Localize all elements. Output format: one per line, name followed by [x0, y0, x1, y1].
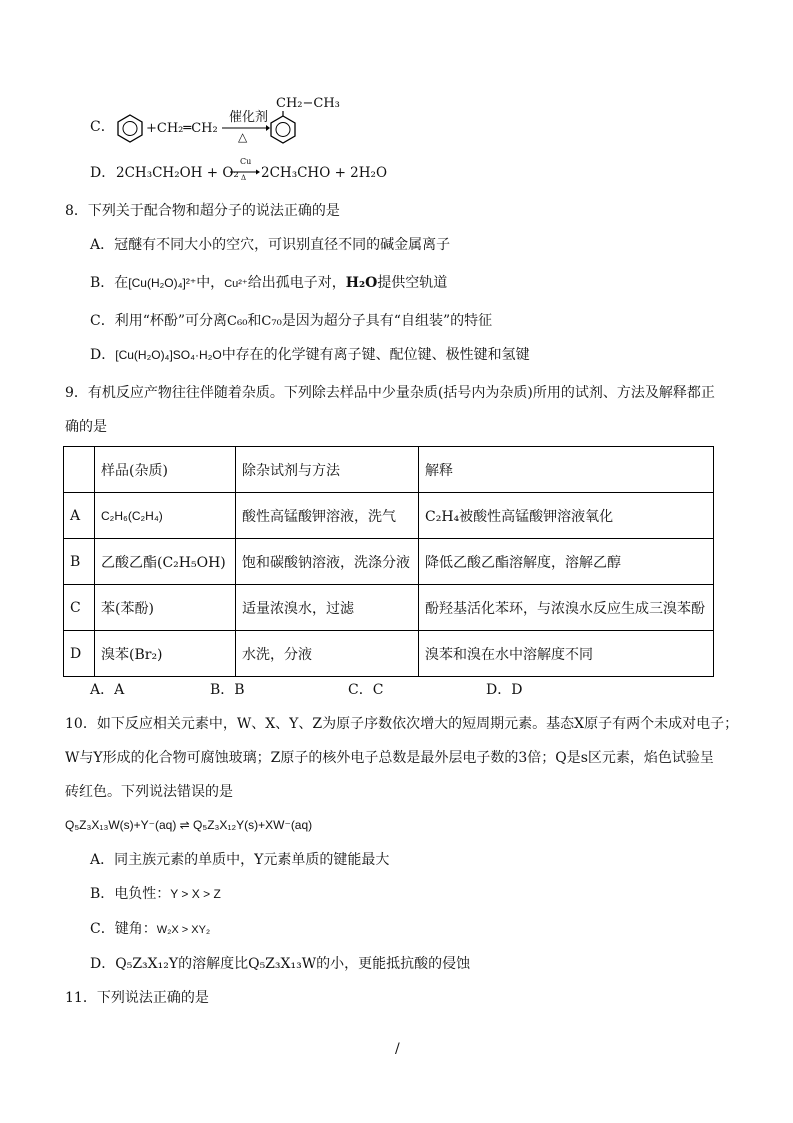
q10-c-expr: W₂X > XY₂	[156, 924, 211, 936]
q10-option-b	[90, 885, 221, 903]
q8-c-c70: C₇₀	[261, 314, 282, 329]
table-cell: 酚羟基活化苯环，与浓溴水反应生成三溴苯酚	[419, 585, 714, 631]
table-cell: C₂H₄被酸性高锰酸钾溶液氧化	[419, 493, 714, 539]
table-cell: B	[64, 539, 95, 585]
q8-d-pre: D．	[90, 347, 116, 363]
q9-table	[63, 446, 714, 677]
q7-option-c-label: C．	[90, 119, 115, 135]
table-row	[64, 539, 714, 585]
table-header-row	[64, 447, 714, 493]
table-cell: D	[64, 631, 95, 677]
q8-option-b	[90, 274, 447, 293]
table-cell: 苯(苯酚)	[95, 585, 236, 631]
q10-b-expr: Y > X > Z	[170, 887, 221, 901]
q8-option-d	[90, 346, 530, 364]
page-number: /	[395, 1041, 400, 1057]
q8-b-post: 提供空轨道	[377, 275, 448, 291]
q8-c-pre: C．利用“杯酚”可分离	[90, 313, 228, 329]
q9-choice-c: C．C	[348, 682, 384, 698]
table-cell: 乙酸乙酯(C₂H₅OH)	[95, 539, 236, 585]
q9-choice-d: D．D	[486, 682, 523, 698]
q9-choice-b: B．B	[210, 682, 245, 698]
table-row	[64, 493, 714, 539]
table-cell: 饱和碳酸钠溶液，洗涤分液	[236, 539, 419, 585]
table-row	[64, 631, 714, 677]
q8-b-water: H₂O	[345, 275, 378, 291]
q9-stem-line1: 9．有机反应产物往往伴随着杂质。下列除去样品中少量杂质(括号内为杂质)所用的试剂、方法及解释都正	[65, 385, 715, 401]
q9-choice-a: A．A	[90, 682, 125, 698]
benzene-ring-icon	[116, 113, 144, 143]
q8-d-post: 中存在的化学键有离子键、配位键、极性键和氢键	[221, 347, 530, 363]
q7-d-cond-top: Cu	[240, 157, 252, 166]
q8-b-ion: Cu²⁺	[224, 278, 248, 290]
q8-c-post: 是因为超分子具有“自组装”的特征	[281, 313, 493, 329]
q8-option-c	[90, 312, 492, 331]
q7-d-rhs: 2CH₃CHO + 2H₂O	[261, 165, 388, 181]
table-cell: C	[64, 585, 95, 631]
q8-b-mid: 中，	[196, 275, 225, 291]
q10-b-pre: B．电负性：	[90, 886, 171, 902]
q10-option-d: D．Q₅Z₃X₁₂Y的溶解度比Q₅Z₃X₁₃W的小，更能抵抗酸的侵蚀	[90, 956, 471, 972]
q7-c-ethene: +CH₂═CH₂	[146, 121, 218, 136]
table-header-cell: 除杂试剂与方法	[236, 447, 419, 493]
q8-option-a: A．冠醚有不同大小的空穴，可识别直径不同的碱金属离子	[90, 237, 451, 253]
q8-c-c60: C₆₀	[227, 314, 248, 329]
table-row	[64, 585, 714, 631]
q10-stem-line3: 砖红色。下列说法错误的是	[65, 784, 233, 800]
q10-stem-line1: 10．如下反应相关元素中，W、X、Y、Z为原子序数依次增大的短周期元素。基态X原子有两个未成对电子；	[65, 716, 739, 732]
q10-equation: Q₅Z₃X₁₃W(s)+Y⁻(aq) ⇌ Q₅Z₃X₁₂Y(s)+XW⁻(aq)	[65, 818, 313, 832]
q7-c-catalyst: 催化剂	[229, 110, 269, 125]
table-header-cell: 解释	[419, 447, 714, 493]
q7-option-d-label: D．	[90, 165, 116, 181]
table-cell: 溴苯(Br₂)	[95, 631, 236, 677]
ethylbenzene-ring-icon	[268, 111, 298, 145]
q7-c-heat: △	[238, 130, 248, 144]
q11-stem: 11．下列说法正确的是	[65, 990, 209, 1006]
q8-b-pre: B．在	[90, 275, 129, 291]
table-cell: 酸性高锰酸钾溶液，洗气	[236, 493, 419, 539]
q8-d-formula: [Cu(H₂O)₄]SO₄·H₂O	[115, 348, 222, 362]
q8-b-complex: [Cu(H₂O)₄]²⁺	[128, 276, 197, 290]
table-header-cell: 样品(杂质)	[95, 447, 236, 493]
q8-b-mid2: 给出孤电子对，	[247, 275, 346, 291]
q8-c-and: 和	[247, 313, 262, 329]
table-cell: 水洗，分液	[236, 631, 419, 677]
table-cell: 适量浓溴水，过滤	[236, 585, 419, 631]
q9-stem-line2: 确的是	[65, 419, 107, 435]
q10-c-pre: C．键角：	[90, 921, 157, 937]
q7-d-cond-bottom: Δ	[241, 174, 247, 182]
table-header-cell	[64, 447, 95, 493]
q10-stem-line2: W与Y形成的化合物可腐蚀玻璃；Z原子的核外电子总数是最外层电子数的3倍；Q是s区元素，焰色试验呈	[65, 750, 714, 766]
q7-c-ethyl: CH₂−CH₃	[276, 96, 340, 111]
table-cell: A	[64, 493, 95, 539]
q10-option-c	[90, 920, 210, 939]
table-cell: 降低乙酸乙酯溶解度，溶解乙醇	[419, 539, 714, 585]
table-cell: 溴苯和溴在水中溶解度不同	[419, 631, 714, 677]
table-cell: C₂H₆(C₂H₄)	[95, 493, 236, 539]
q10-option-a: A．同主族元素的单质中，Y元素单质的键能最大	[90, 852, 390, 868]
q8-stem: 8．下列关于配合物和超分子的说法正确的是	[65, 203, 340, 219]
q7-d-lhs: 2CH₃CH₂OH + O₂	[116, 165, 239, 181]
